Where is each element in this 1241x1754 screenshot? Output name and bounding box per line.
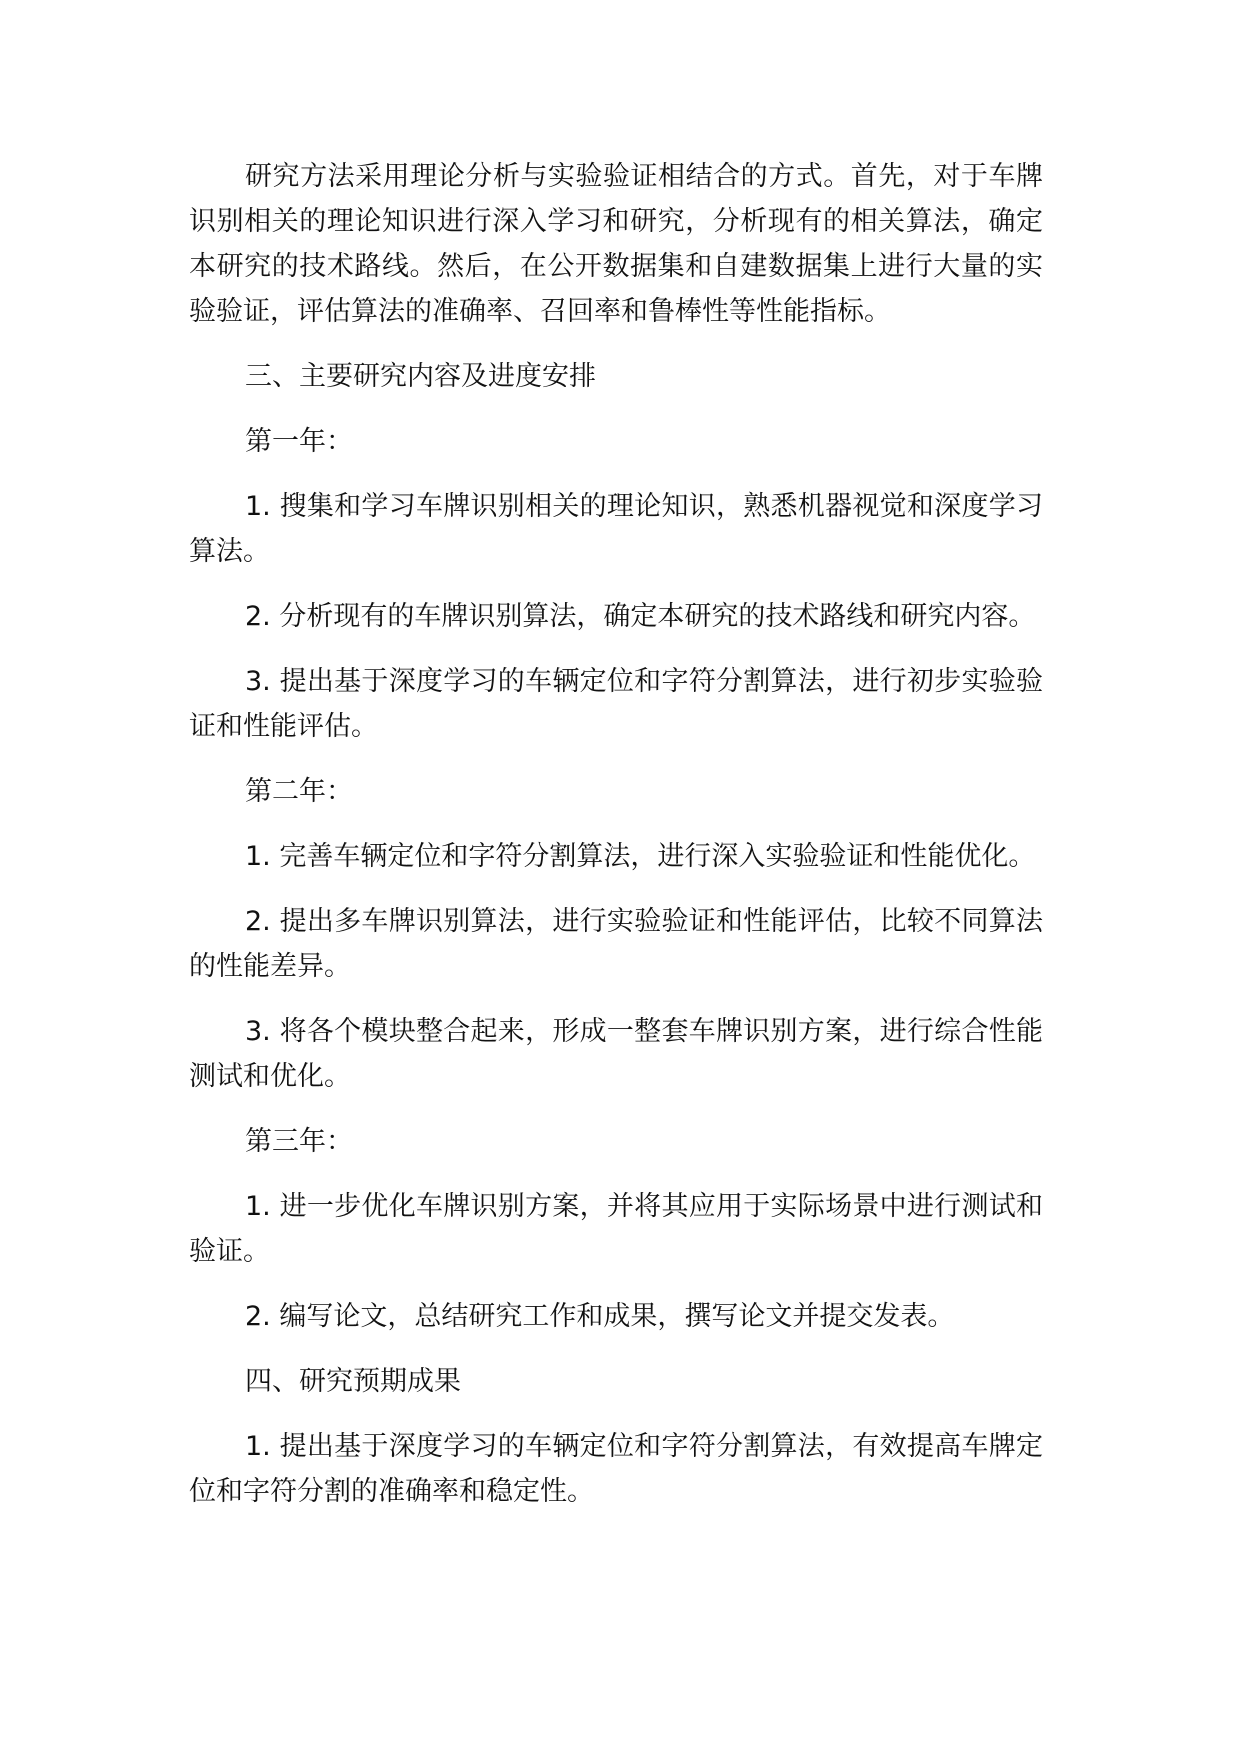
paragraph-method: 研究方法采用理论分析与实验验证相结合的方式。首先，对于车牌识别相关的理论知识进行深入学习和研究，分析现有的相关算法，确定本研究的技术路线。然后，在公开数据集和自建数据集上进行大量的实验验证，评估算法的准确率、召回率和鲁棒性等性能指标。	[189, 161, 1043, 327]
year-one-item-1: 1. 搜集和学习车牌识别相关的理论知识，熟悉机器视觉和深度学习算法。	[189, 491, 1043, 567]
year-two-heading: 第二年：	[245, 776, 353, 807]
year-three-item-2: 2. 编写论文，总结研究工作和成果，撰写论文并提交发表。	[245, 1301, 955, 1332]
year-one-item-2: 2. 分析现有的车牌识别算法，确定本研究的技术路线和研究内容。	[245, 601, 1036, 632]
section-heading-research-content: 三、主要研究内容及进度安排	[245, 361, 596, 392]
section-heading-expected-results: 四、研究预期成果	[245, 1366, 461, 1397]
year-three-item-1: 1. 进一步优化车牌识别方案，并将其应用于实际场景中进行测试和验证。	[189, 1191, 1043, 1267]
year-one-heading: 第一年：	[245, 426, 353, 457]
year-two-item-3: 3. 将各个模块整合起来，形成一整套车牌识别方案，进行综合性能测试和优化。	[189, 1016, 1043, 1092]
expected-result-item-1: 1. 提出基于深度学习的车辆定位和字符分割算法，有效提高车牌定位和字符分割的准确率和稳定性。	[189, 1431, 1043, 1507]
year-two-item-1: 1. 完善车辆定位和字符分割算法，进行深入实验验证和性能优化。	[245, 841, 1036, 872]
year-three-heading: 第三年：	[245, 1126, 353, 1157]
year-two-item-2: 2. 提出多车牌识别算法，进行实验验证和性能评估，比较不同算法的性能差异。	[189, 906, 1043, 982]
year-one-item-3: 3. 提出基于深度学习的车辆定位和字符分割算法，进行初步实验验证和性能评估。	[189, 666, 1043, 742]
document-body	[189, 154, 1043, 1534]
